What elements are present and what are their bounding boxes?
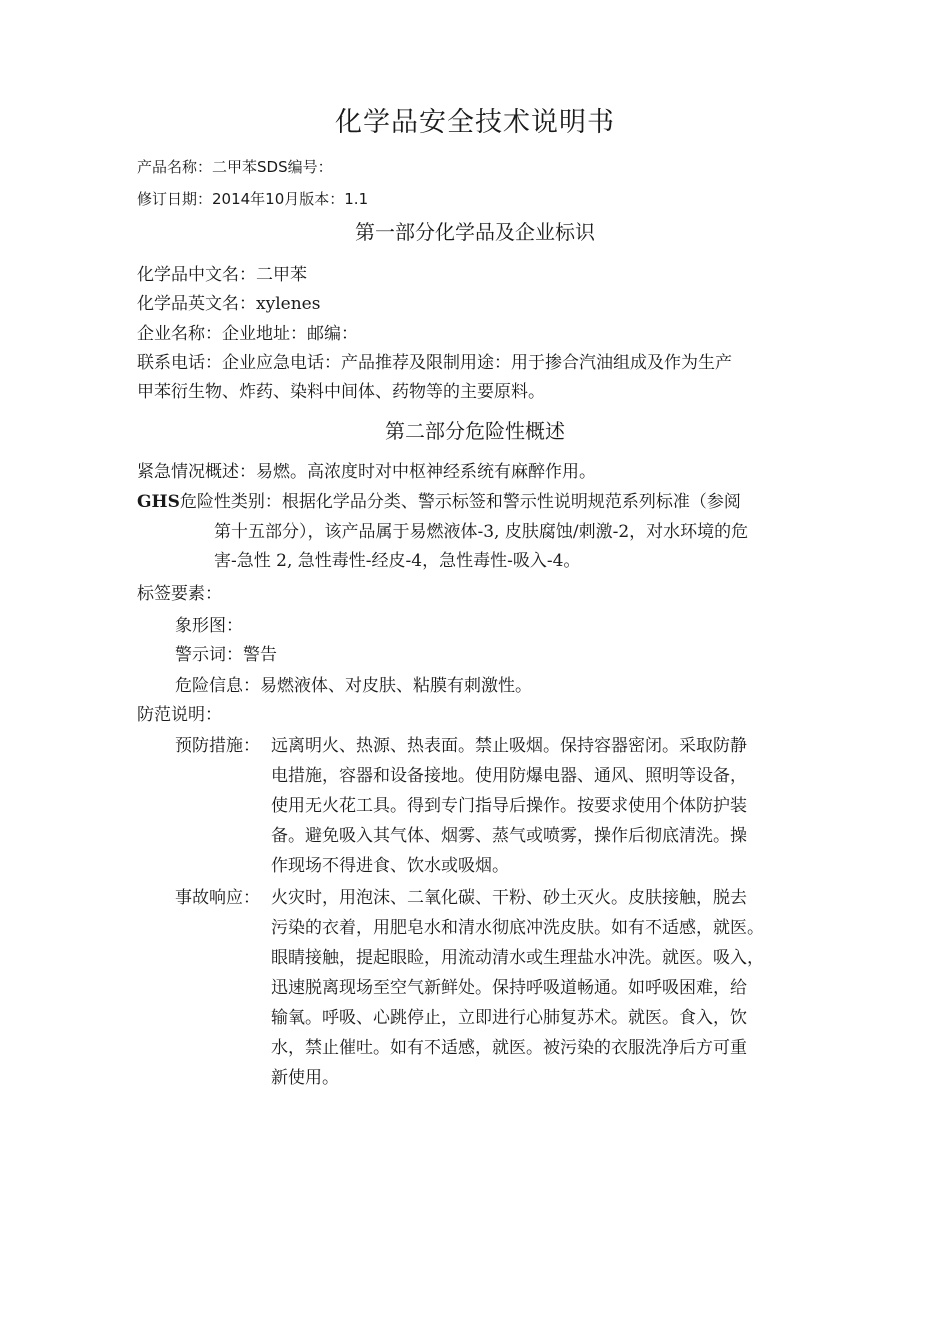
document-title: 化学品安全技术说明书 bbox=[335, 107, 615, 138]
ghs-prefix: GHS bbox=[137, 492, 180, 512]
ghs-line bbox=[137, 488, 741, 517]
prevention-label: 预防措施： bbox=[175, 736, 260, 756]
revision-line: 修订日期：2014年10月版本：1.1 bbox=[137, 190, 369, 208]
section1-heading: 第一部分化学品及企业标识 bbox=[355, 220, 595, 244]
response-line-3: 眼睛接触，提起眼睑，用流动清水或生理盐水冲洗。就医。吸入， bbox=[271, 948, 764, 968]
ghs-text: 危险性类别：根据化学品分类、警示标签和警示性说明规范系列标准（参阅 bbox=[179, 492, 741, 512]
english-name: 化学品英文名：xylenes bbox=[137, 294, 321, 314]
signal-word: 警示词：警告 bbox=[175, 645, 277, 665]
response-line-2: 污染的衣着，用肥皂水和清水彻底冲洗皮肤。如有不适感，就医。 bbox=[271, 918, 764, 938]
ghs-line-3: 害-急性 2, 急性毒性-经皮-4，急性毒性-吸入-4。 bbox=[214, 551, 581, 571]
label-elements: 标签要素： bbox=[137, 584, 222, 604]
response-line-1: 火灾时，用泡沫、二氧化碳、干粉、砂土灭火。皮肤接触，脱去 bbox=[271, 888, 747, 908]
response-line-5: 输氧。呼吸、心跳停止，立即进行心肺复苏术。就医。食入，饮 bbox=[271, 1008, 747, 1028]
pictogram: 象形图： bbox=[175, 616, 243, 636]
response-line-7: 新使用。 bbox=[271, 1068, 339, 1088]
emergency-overview: 紧急情况概述：易燃。高浓度时对中枢神经系统有麻醉作用。 bbox=[137, 462, 596, 482]
prevention-line-1: 远离明火、热源、热表面。禁止吸烟。保持容器密闭。采取防静 bbox=[271, 736, 747, 756]
hazard-info: 危险信息：易燃液体、对皮肤、粘膜有刺激性。 bbox=[175, 676, 532, 696]
contact-info-cont: 甲苯衍生物、炸药、染料中间体、药物等的主要原料。 bbox=[137, 382, 545, 402]
ghs-line-2: 第十五部分），该产品属于易燃液体-3, 皮肤腐蚀/刺激-2，对水环境的危 bbox=[214, 522, 749, 542]
response-label: 事故响应： bbox=[175, 888, 260, 908]
prevention-line-4: 备。避免吸入其气体、烟雾、蒸气或喷雾，操作后彻底清洗。操 bbox=[271, 826, 747, 846]
company-info: 企业名称：企业地址：邮编： bbox=[137, 324, 358, 344]
prevention-line-5: 作现场不得进食、饮水或吸烟。 bbox=[271, 856, 509, 876]
precautions: 防范说明： bbox=[137, 705, 222, 725]
response-line-4: 迅速脱离现场至空气新鲜处。保持呼吸道畅通。如呼吸困难，给 bbox=[271, 978, 747, 998]
prevention-line-2: 电措施，容器和设备接地。使用防爆电器、通风、照明等设备， bbox=[271, 766, 747, 786]
product-name-line: 产品名称：二甲苯SDS编号： bbox=[137, 158, 333, 176]
response-line-6: 水，禁止催吐。如有不适感，就医。被污染的衣服洗净后方可重 bbox=[271, 1038, 747, 1058]
section2-heading: 第二部分危险性概述 bbox=[385, 419, 565, 443]
prevention-line-3: 使用无火花工具。得到专门指导后操作。按要求使用个体防护装 bbox=[271, 796, 747, 816]
chinese-name: 化学品中文名：二甲苯 bbox=[137, 265, 307, 285]
contact-info: 联系电话：企业应急电话：产品推荐及限制用途：用于掺合汽油组成及作为生产 bbox=[137, 353, 732, 373]
